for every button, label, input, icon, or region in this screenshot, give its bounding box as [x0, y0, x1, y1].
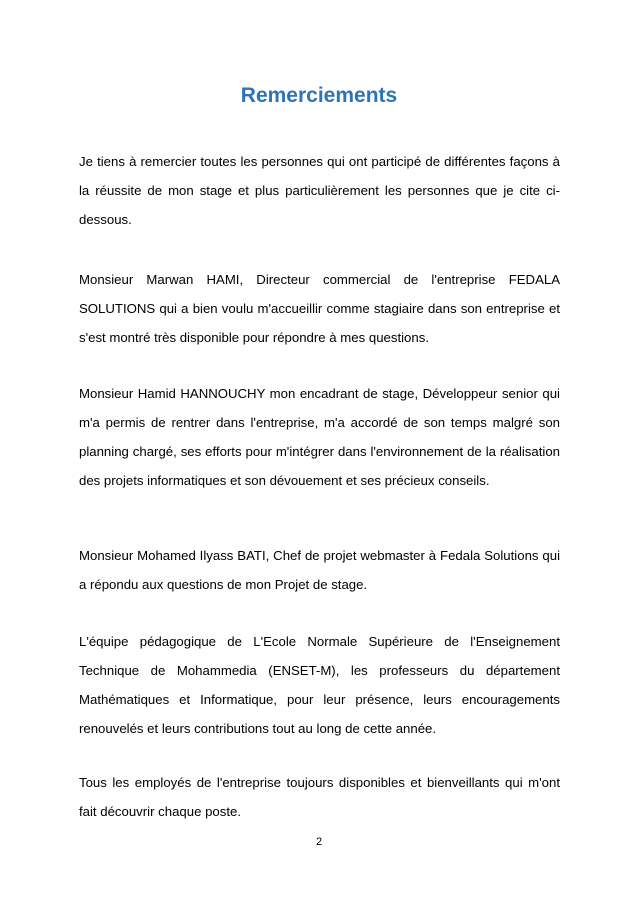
paragraph-intro: Je tiens à remercier toutes les personnes qui ont participé de différentes façons à la réussite de mon stage et plus particulièrement les personnes que je cite ci-dessous.: [79, 154, 560, 227]
paragraph-enset: L'équipe pédagogique de L'Ecole Normale Supérieure de l'Enseignement Technique de Mohammedia (ENSET-M), les professeurs du département Mathématiques et Informatique, pour leur présence, leurs encouragements renouvelés et leurs contributions tout au long de cette année.: [79, 634, 560, 736]
page-number: 2: [315, 836, 323, 848]
page-title: Remerciements: [240, 84, 398, 107]
paragraph-mohamed-ilyass-bati: Monsieur Mohamed Ilyass BATI, Chef de projet webmaster à Fedala Solutions qui a répondu aux questions de mon Projet de stage.: [79, 548, 560, 592]
paragraph-employees: Tous les employés de l'entreprise toujours disponibles et bienveillants qui m'ont fait découvrir chaque poste.: [79, 775, 560, 819]
paragraph-marwan-hami: Monsieur Marwan HAMI, Directeur commercial de l'entreprise FEDALA SOLUTIONS qui a bien voulu m'accueillir comme stagiaire dans son entreprise et s'est montré très disponible pour répondre à mes questions.: [79, 272, 560, 345]
paragraph-hamid-hannouchy: Monsieur Hamid HANNOUCHY mon encadrant de stage, Développeur senior qui m'a permis de rentrer dans l'entreprise, m'a accordé de son temps malgré son planning chargé, ses efforts pour m'intégrer dans l'environnement de la réalisation des projets informatiques et son dévouement et ses précieux conseils.: [79, 386, 560, 488]
